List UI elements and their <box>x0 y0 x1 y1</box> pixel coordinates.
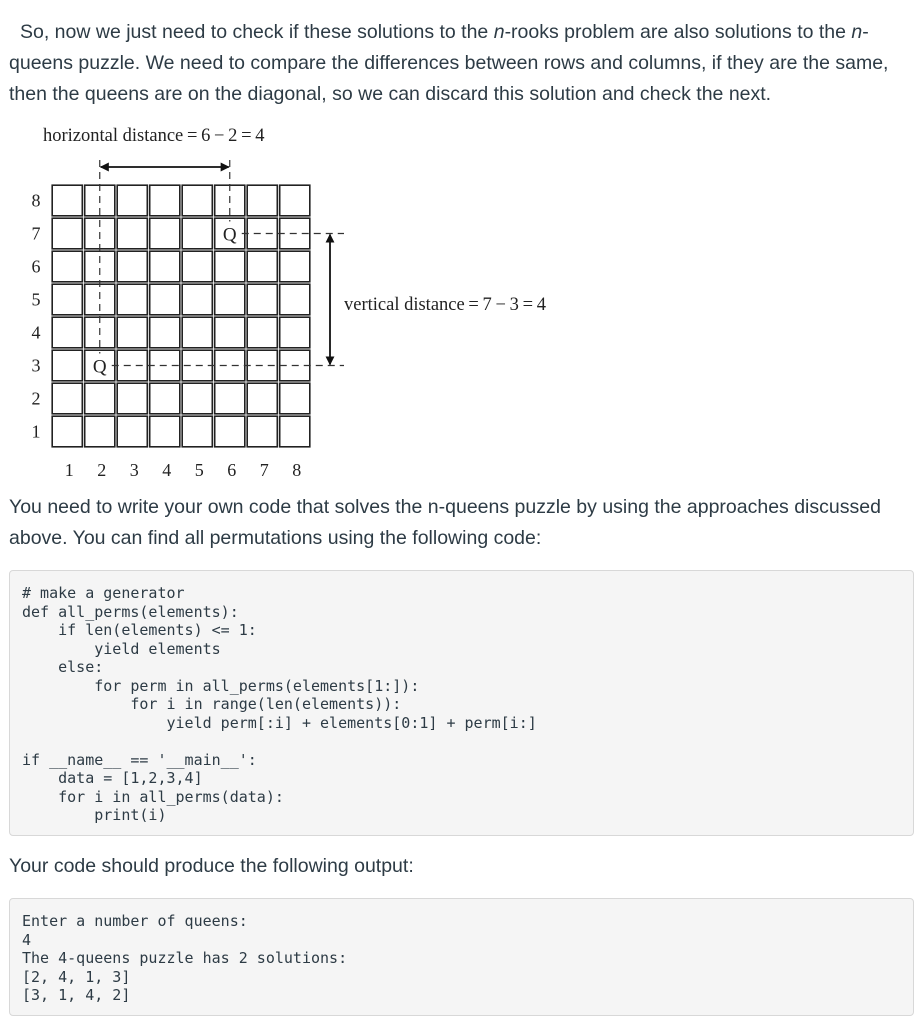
board-square <box>52 284 82 315</box>
board-square <box>280 284 310 315</box>
column-label: 3 <box>129 460 139 480</box>
board-square <box>280 251 310 282</box>
board-square <box>117 416 147 447</box>
board-square <box>182 251 212 282</box>
row-label: 7 <box>31 223 41 244</box>
board-square <box>150 218 180 249</box>
board-square <box>150 383 180 414</box>
board-square <box>215 251 245 282</box>
code-text: # make a generator def all_perms(elements): if len(elements) <= 1: yield elements else: for perm in all_perms(elements[1:]): for i in range(len(elements)): yield perm[:i] + elements[0:1] + perm[i:] if __name__ == '__main__': data = [1,2,3,4] for i in all_perms(data): print(i) <box>22 584 537 824</box>
board-square <box>247 317 277 348</box>
board-square <box>117 350 147 381</box>
board-square <box>182 218 212 249</box>
output-text: Enter a number of queens: 4 The 4-queens puzzle has 2 solutions: [2, 4, 1, 3] [3, 1, 4, 2] <box>22 912 348 1004</box>
chessboard-diagram <box>0 118 922 488</box>
board-square <box>150 251 180 282</box>
board-square <box>247 383 277 414</box>
row-label: 6 <box>31 256 41 277</box>
column-label: 1 <box>64 460 74 480</box>
intro-paragraph <box>9 17 917 110</box>
board-square <box>215 383 245 414</box>
column-label: 8 <box>292 460 302 480</box>
intro-text-1: So, now we just need to check if these solutions to the <box>20 21 494 43</box>
row-label: 4 <box>31 322 41 343</box>
row-label: 5 <box>31 289 41 310</box>
board-square <box>117 317 147 348</box>
board-square <box>247 218 277 249</box>
board-square <box>150 416 180 447</box>
board-square <box>117 284 147 315</box>
queen-marker: Q <box>92 356 107 378</box>
board-square <box>117 185 147 216</box>
board-square <box>182 284 212 315</box>
board-square <box>52 317 82 348</box>
output-block <box>9 898 914 1016</box>
intro-text-2: -rooks problem are also solutions to the <box>504 21 852 43</box>
board-square <box>52 416 82 447</box>
board-square <box>215 416 245 447</box>
board-square <box>52 251 82 282</box>
board-square <box>52 185 82 216</box>
queen-marker: Q <box>222 224 237 246</box>
vertical-distance-label: vertical distance = 7 − 3 = 4 <box>344 295 546 315</box>
board-square <box>182 383 212 414</box>
board-square <box>182 416 212 447</box>
board-square <box>215 284 245 315</box>
intro-n-italic-1: n <box>493 21 505 43</box>
board-square <box>247 416 277 447</box>
column-label: 4 <box>162 460 172 480</box>
board-square <box>117 251 147 282</box>
code-block <box>9 570 914 836</box>
board-square <box>150 185 180 216</box>
intro-text-3: -queens puzzle. We need to compare the differences between rows and columns, if they are the same, then the queens are on the diagonal, so we can discard this solution and check the next. <box>9 21 889 105</box>
board-square <box>280 416 310 447</box>
board-square <box>247 284 277 315</box>
column-label: 2 <box>97 460 107 480</box>
board-square <box>280 383 310 414</box>
board-square <box>280 317 310 348</box>
board-square <box>247 185 277 216</box>
board-square <box>215 350 245 381</box>
board-square <box>182 317 212 348</box>
chessboard <box>32 160 345 480</box>
board-square <box>117 218 147 249</box>
row-label: 1 <box>31 421 41 442</box>
board-square <box>52 350 82 381</box>
board-square <box>247 251 277 282</box>
board-square <box>85 416 115 447</box>
board-square <box>215 317 245 348</box>
column-label: 6 <box>227 460 237 480</box>
board-square <box>150 284 180 315</box>
board-square <box>52 218 82 249</box>
horizontal-distance-label: horizontal distance = 6 − 2 = 4 <box>43 126 265 146</box>
row-label: 2 <box>31 388 41 409</box>
board-square <box>52 383 82 414</box>
board-square <box>117 383 147 414</box>
column-label: 7 <box>259 460 269 480</box>
board-square <box>150 317 180 348</box>
output-intro-paragraph: Your code should produce the following output: <box>9 855 414 877</box>
instructions-paragraph: You need to write your own code that solves the n-queens puzzle by using the approaches discussed above. You can find all permutations using the following code: <box>9 496 881 549</box>
row-label: 8 <box>31 190 41 211</box>
board-square <box>182 185 212 216</box>
board-square <box>85 251 115 282</box>
board-square <box>85 383 115 414</box>
intro-n-italic-2: n <box>851 21 863 43</box>
row-label: 3 <box>31 355 41 376</box>
column-label: 5 <box>194 460 204 480</box>
board-square <box>280 185 310 216</box>
